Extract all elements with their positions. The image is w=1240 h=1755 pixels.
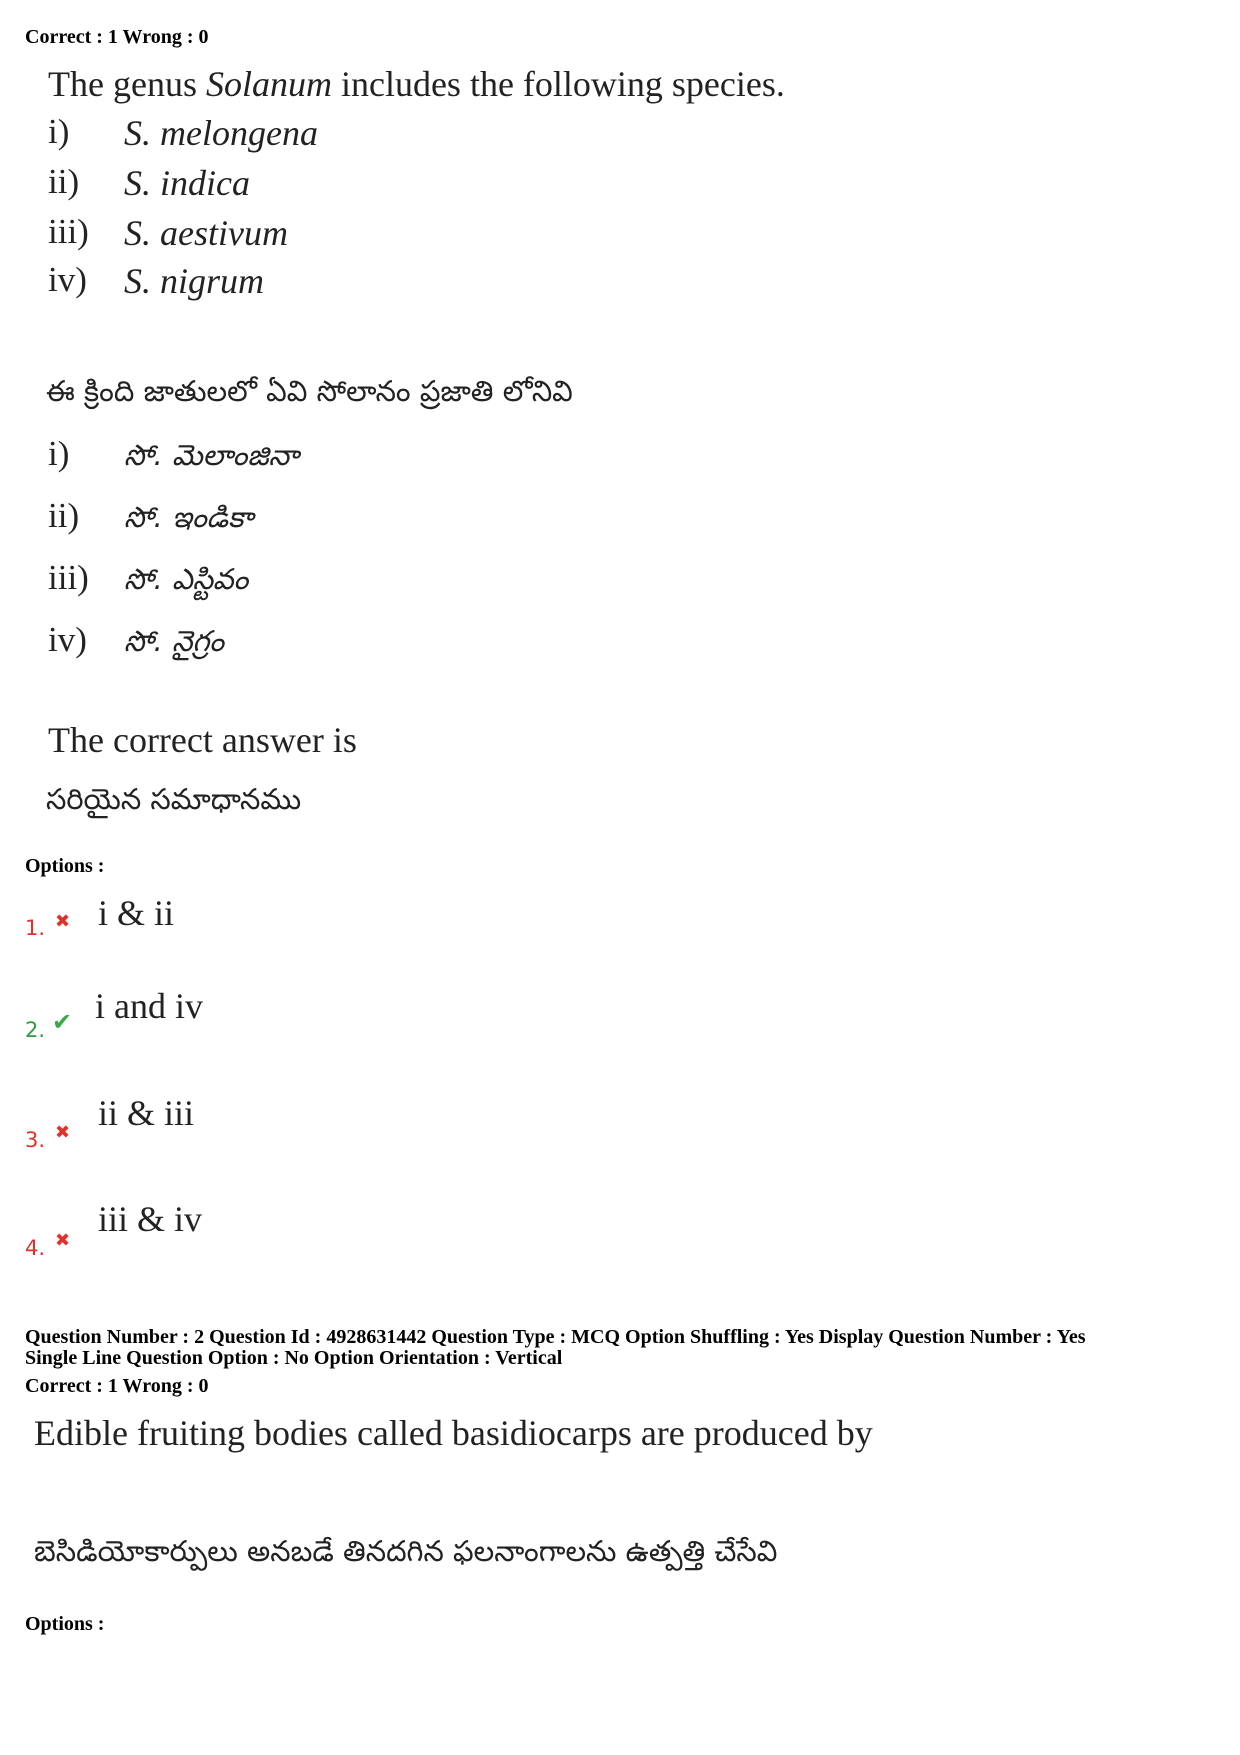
option-text[interactable]: i and iv — [95, 986, 203, 1026]
species-name: S. melongena — [124, 113, 318, 153]
species-num: iii) — [48, 558, 89, 597]
option-number: 4. — [25, 1236, 46, 1260]
option-number: 3. — [25, 1128, 46, 1152]
option-text[interactable]: ii & iii — [98, 1093, 195, 1133]
species-num: iv) — [48, 260, 87, 299]
q2-stem-te: బెసిడియోకార్పులు అనబడే తినదగిన ఫలనాంగాలను ఉత్పత్తి చేసేవి — [34, 1534, 778, 1568]
species-name-te: సో. మెలాంజినా — [124, 438, 299, 472]
cross-icon: ✖ — [55, 911, 71, 932]
q2-meta-line2: Single Line Question Option : No Option Orientation : Vertical — [25, 1347, 563, 1369]
species-num: iii) — [48, 212, 89, 251]
q1-status: Correct : 1 Wrong : 0 — [25, 26, 209, 48]
list-item — [48, 162, 448, 212]
species-num: i) — [48, 112, 70, 151]
list-item — [48, 496, 448, 558]
cross-icon: ✖ — [55, 1230, 71, 1251]
cross-icon: ✖ — [55, 1122, 71, 1143]
list-item — [48, 434, 448, 496]
species-name: S. aestivum — [124, 213, 288, 253]
q2-meta-line1: Question Number : 2 Question Id : 4928631442 Question Type : MCQ Option Shuffling : Yes Display Question Number : Yes — [25, 1326, 1086, 1348]
species-name-te: సో. ఇండికా — [124, 500, 254, 534]
species-num: ii) — [48, 162, 80, 201]
list-item — [48, 620, 448, 682]
q1-species-list — [48, 112, 448, 308]
option-text[interactable]: i & ii — [98, 893, 175, 933]
list-item — [48, 558, 448, 620]
list-item — [48, 212, 448, 260]
q2-options-label: Options : — [25, 1613, 105, 1635]
species-name: S. indica — [124, 163, 250, 203]
list-item — [48, 112, 448, 162]
species-num: i) — [48, 434, 70, 473]
q1-answer-prompt: The correct answer is — [48, 720, 357, 760]
q1-stem-prefix: The genus — [48, 64, 206, 104]
q2-stem: Edible fruiting bodies called basidiocarps are produced by — [34, 1413, 873, 1453]
q1-options-label: Options : — [25, 855, 105, 877]
species-name-te: సో. నైగ్రం — [124, 624, 224, 658]
q1-stem-te: ఈ క్రింది జాతులలో ఏవి సోలానం ప్రజాతి లోనివి — [46, 374, 573, 408]
species-name-te: సో. ఎస్టివం — [124, 562, 249, 596]
species-name: S. nigrum — [124, 261, 265, 301]
option-number: 1. — [25, 916, 46, 940]
species-num: ii) — [48, 496, 80, 535]
q2-status: Correct : 1 Wrong : 0 — [25, 1375, 209, 1397]
option-number: 2. — [25, 1018, 46, 1042]
q1-answer-prompt-te: సరియైన సమాధానము — [46, 782, 302, 816]
q1-stem-suffix: includes the following species. — [331, 64, 785, 104]
q1-species-te-list — [48, 434, 448, 682]
species-num: iv) — [48, 620, 87, 659]
option-text[interactable]: iii & iv — [98, 1199, 203, 1239]
list-item — [48, 260, 448, 308]
q1-stem-genus: Solanum — [205, 64, 332, 104]
q1-stem — [48, 63, 785, 105]
check-icon: ✔ — [52, 1008, 73, 1036]
